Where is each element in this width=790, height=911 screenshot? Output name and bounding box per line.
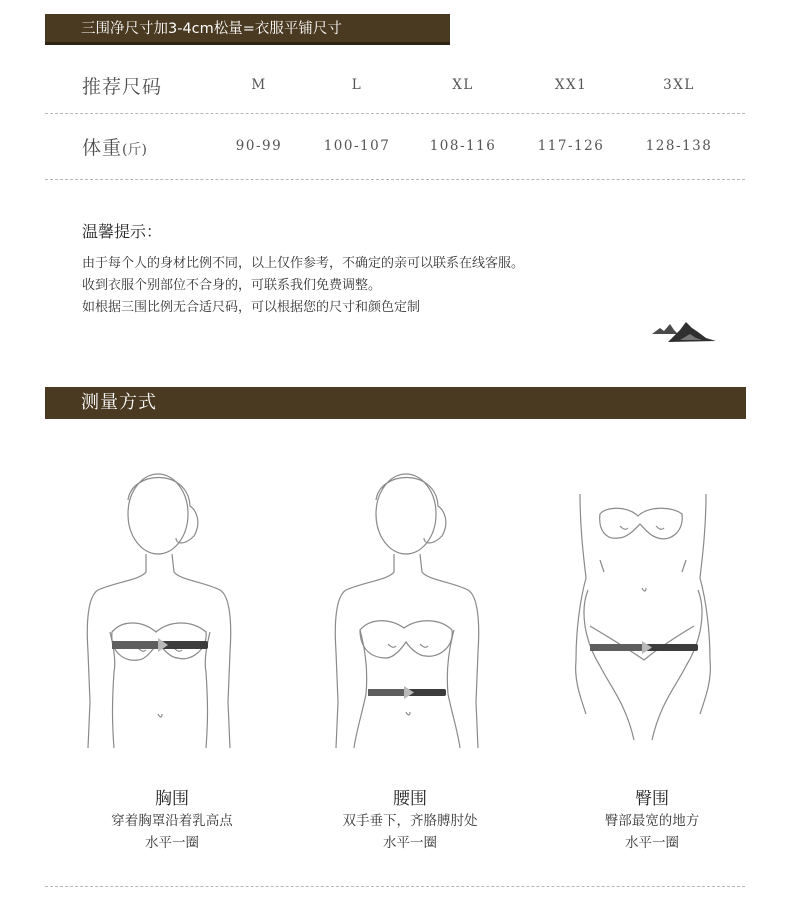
weight-cell: 128-138 — [645, 138, 713, 154]
table-divider — [45, 113, 745, 114]
weight-label: 体重 — [82, 137, 123, 159]
size-note-text: 三围净尺寸加3-4cm松量=衣服平铺尺寸 — [81, 21, 342, 37]
bust-desc-2: 水平一圈 — [145, 835, 199, 851]
bust-desc: 穿着胸罩沿着乳高点 — [111, 813, 233, 829]
size-cell: XL — [452, 77, 474, 93]
waist-desc-2: 水平一圈 — [383, 835, 437, 851]
waist-desc: 双手垂下，齐胳膊肘处 — [342, 813, 478, 829]
weight-cell: 90-99 — [235, 138, 283, 154]
tips-title: 温馨提示： — [82, 222, 163, 241]
size-cell: 3XL — [663, 77, 695, 93]
measure-method-banner — [45, 387, 746, 419]
bottom-divider — [45, 886, 745, 887]
weight-row-label — [82, 133, 147, 160]
weight-cell: 100-107 — [323, 138, 391, 154]
tip-line: 收到衣服个别部位不合身的，可联系我们免费调整。 — [82, 278, 382, 293]
size-cell: XX1 — [554, 77, 588, 93]
size-note-banner — [45, 14, 450, 45]
waist-measure-figure — [332, 462, 492, 750]
weight-unit: (斤) — [122, 142, 147, 158]
size-row-label: 推荐尺码 — [82, 76, 163, 98]
hip-title: 臀围 — [635, 789, 669, 809]
weight-cell: 117-126 — [537, 138, 605, 154]
weight-cell: 108-116 — [429, 138, 497, 154]
measure-method-title: 测量方式 — [81, 392, 157, 413]
hip-measure-figure — [570, 490, 718, 750]
ink-mountain-icon — [650, 318, 722, 346]
waist-title: 腰围 — [393, 789, 427, 809]
bust-measure-figure — [80, 462, 240, 750]
table-divider — [45, 179, 745, 180]
size-cell: M — [251, 77, 267, 93]
size-cell: L — [351, 77, 363, 93]
hip-desc: 臀部最宽的地方 — [604, 813, 700, 829]
tip-line: 如根据三围比例无合适尺码，可以根据您的尺寸和颜色定制 — [82, 300, 421, 315]
tip-line: 由于每个人的身材比例不同，以上仅作参考，不确定的亲可以联系在线客服。 — [82, 256, 525, 271]
bust-title: 胸围 — [155, 789, 189, 809]
hip-desc-2: 水平一圈 — [625, 835, 679, 851]
